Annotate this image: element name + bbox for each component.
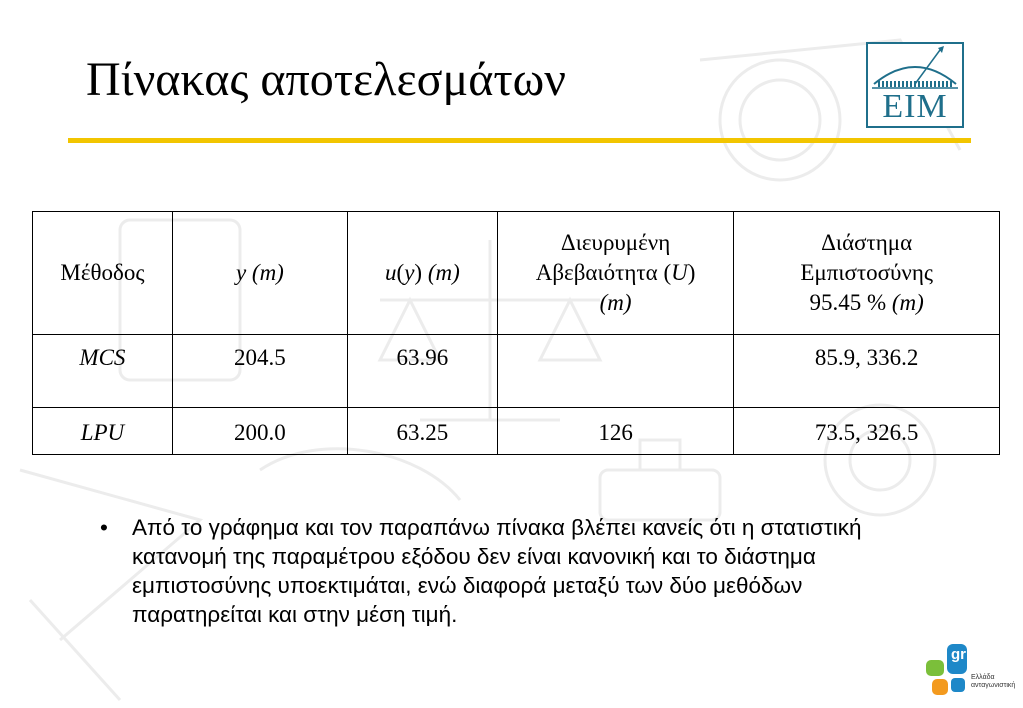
gr-caption-line2: ανταγωνιστική [971, 682, 1016, 689]
header-expanded-uncertainty [497, 212, 733, 335]
header-method-label: Μέθοδος [60, 260, 145, 285]
eim-logo [866, 42, 964, 128]
header-uy [347, 212, 497, 335]
header-uy-lp: ( [396, 260, 405, 285]
title-divider [68, 138, 971, 143]
bullet-point [100, 513, 935, 629]
cell-confidence-interval: 85.9, 336.2 [734, 335, 1000, 408]
cell-expanded-uncertainty [497, 335, 733, 408]
bullet-marker: • [100, 515, 108, 540]
cell-uy: 63.96 [347, 335, 497, 408]
table-header-row [33, 212, 1000, 335]
header-method [33, 212, 173, 335]
gr-caption [971, 674, 1015, 690]
cell-y: 200.0 [172, 408, 347, 455]
header-expanded-unit: (m) [599, 290, 632, 315]
header-expanded-line1: Διευρυμένη [560, 230, 671, 255]
gr-label: gr [951, 646, 966, 663]
header-y [172, 212, 347, 335]
gr-caption-line1: Ελλάδα [971, 674, 995, 681]
header-y-unit: (m) [251, 260, 284, 285]
table-row [33, 335, 1000, 408]
header-expanded-line2a: Αβεβαιότητα ( [535, 260, 672, 285]
cell-method: LPU [33, 408, 173, 455]
results-table [32, 211, 1000, 455]
table-row [33, 408, 1000, 455]
header-confidence-interval [734, 212, 1000, 335]
header-uy-u: u [385, 260, 397, 285]
header-uy-unit: (m) [427, 260, 460, 285]
greece-competitive-logo [924, 642, 1016, 700]
bullet-text: Από το γράφημα και τον παραπάνω πίνακα βλέπει κανείς ότι η στατιστική κατανομή της παραμέτρου εξόδου δεν είναι κανονική και το διάστημα εμπιστοσύνης υποεκτιμάται, ενώ διαφορά μεταξύ των δύο μεθόδων παρατηρείται και στην μέση τιμή. [132, 515, 862, 627]
header-uy-var: y [404, 260, 415, 285]
cell-method: MCS [33, 335, 173, 408]
header-interval-unit: (m) [891, 290, 924, 315]
header-expanded-U: U [671, 260, 688, 285]
slide-title: Πίνακας αποτελεσμάτων [86, 53, 566, 106]
header-interval-line3: 95.45 % [809, 290, 892, 315]
gauge-icon [868, 44, 962, 90]
header-interval-line1: Διάστημα [821, 230, 913, 255]
header-y-var: y [235, 260, 247, 285]
header-uy-rp: ) [414, 260, 423, 285]
header-interval-line2: Εμπιστοσύνης [800, 260, 933, 285]
cell-uy: 63.25 [347, 408, 497, 455]
header-expanded-line2b: ) [687, 260, 696, 285]
cell-y: 204.5 [172, 335, 347, 408]
cell-expanded-uncertainty: 126 [497, 408, 733, 455]
cell-confidence-interval: 73.5, 326.5 [734, 408, 1000, 455]
logo-text: EIM [882, 88, 948, 125]
